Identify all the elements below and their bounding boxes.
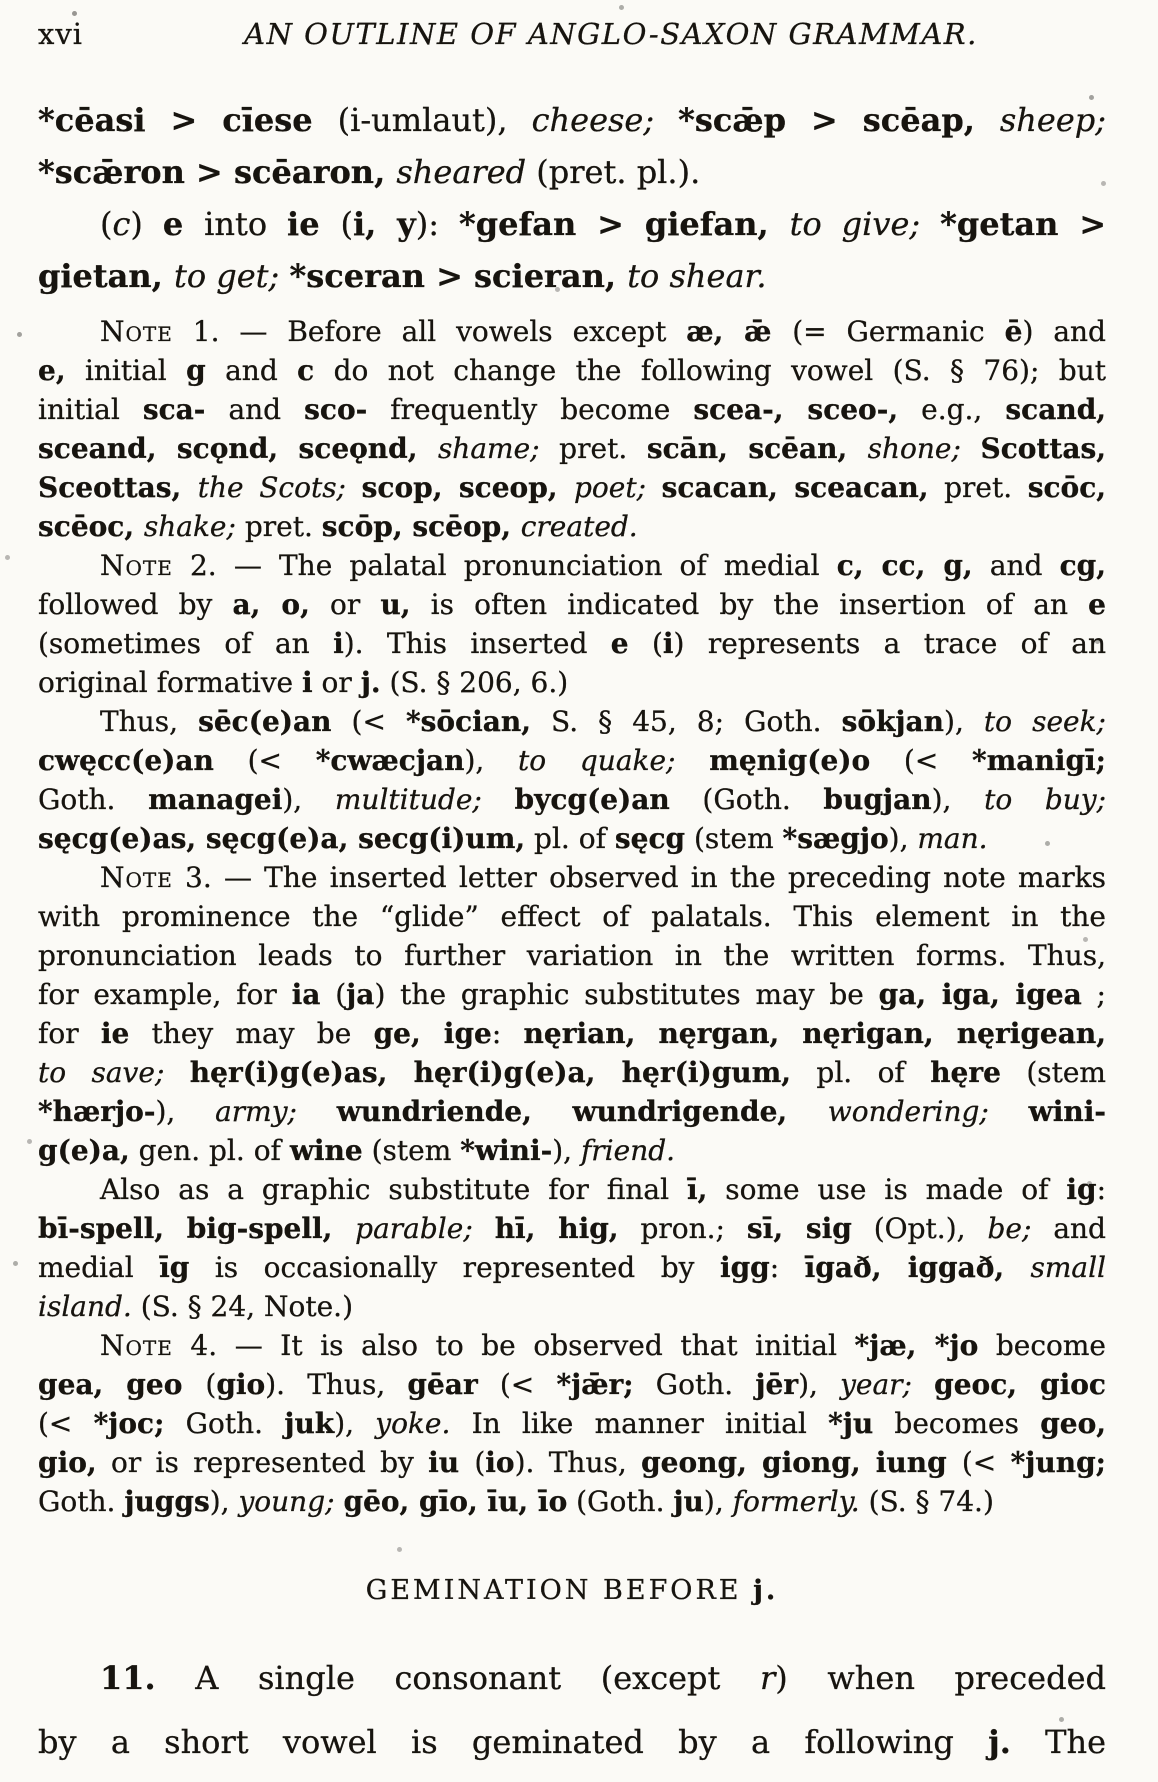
page-number: xvi bbox=[38, 17, 84, 51]
text-segment: ), bbox=[798, 1368, 841, 1401]
text-segment: for bbox=[38, 1017, 101, 1050]
text-segment: sceand, scǫnd, sceǫnd, bbox=[38, 432, 438, 465]
text-segment: Note bbox=[100, 549, 173, 582]
text-segment: iu bbox=[428, 1446, 475, 1479]
text-segment: e bbox=[162, 205, 205, 243]
text-segment: *jǣr; bbox=[556, 1368, 634, 1401]
text-segment: (S. § 24, Note.) bbox=[131, 1290, 353, 1323]
text-segment: Sceottas, bbox=[38, 471, 198, 504]
text-segment: hęr(i)g(e)as, hęr(i)g(e)a, hęr(i)gum, bbox=[189, 1056, 792, 1089]
text-segment: ; bbox=[1081, 978, 1106, 1011]
text-segment: ( bbox=[320, 978, 347, 1011]
text-segment: or is represented by bbox=[96, 1446, 429, 1479]
text-segment: *scǣron > scēaron, bbox=[38, 153, 397, 191]
text-segment: (< bbox=[38, 1407, 94, 1440]
note-3-also-paragraph bbox=[38, 1170, 1106, 1326]
text-segment: *cēasi > cīese bbox=[38, 101, 338, 139]
text-line bbox=[38, 858, 1106, 897]
text-segment: sī, sig bbox=[746, 1212, 852, 1245]
text-segment: i bbox=[333, 627, 344, 660]
text-segment: bī-spell, big-spell, bbox=[38, 1212, 356, 1245]
text-segment: become bbox=[978, 1329, 1107, 1362]
text-line bbox=[38, 741, 1106, 780]
text-segment: (< bbox=[477, 1368, 557, 1401]
text-segment: hī, hig, bbox=[494, 1212, 619, 1245]
text-segment: bycg(e)an bbox=[514, 783, 670, 816]
text-segment: In like manner initial bbox=[450, 1407, 829, 1440]
text-segment: (sometimes of an bbox=[38, 627, 334, 660]
text-segment: *scǣp > scēap, bbox=[678, 101, 1000, 139]
text-line bbox=[38, 1443, 1106, 1482]
text-segment: wondering; bbox=[827, 1095, 989, 1128]
text-segment: sęcg bbox=[614, 822, 686, 855]
text-segment: ) represents a trace of an bbox=[673, 627, 1107, 660]
text-line bbox=[38, 94, 1106, 146]
text-line bbox=[38, 1710, 1106, 1774]
text-segment: medial bbox=[38, 1251, 160, 1284]
text-segment: ), bbox=[703, 1485, 733, 1518]
text-segment: ga, iga, igea bbox=[878, 978, 1082, 1011]
text-segment: e bbox=[1088, 588, 1106, 621]
text-line bbox=[38, 1131, 1106, 1170]
text-segment: ia bbox=[291, 978, 321, 1011]
text-segment: pronunciation leads to further variation in the written forms. Thus, bbox=[38, 939, 1106, 972]
text-segment: multitude; bbox=[334, 783, 482, 816]
text-segment: ie bbox=[100, 1017, 130, 1050]
text-segment: nęrian, nęrgan, nęrigan, nęrigean, bbox=[523, 1017, 1106, 1050]
text-segment: ( bbox=[628, 627, 663, 660]
text-segment: (Goth. bbox=[669, 783, 824, 816]
text-segment: Thus, bbox=[100, 705, 199, 738]
text-segment: ). This inserted bbox=[343, 627, 611, 660]
text-segment: ja bbox=[346, 978, 375, 1011]
text-segment: (stem bbox=[1000, 1056, 1106, 1089]
text-segment: geo, bbox=[1040, 1407, 1107, 1440]
text-segment: or bbox=[312, 666, 361, 699]
text-segment: shake; bbox=[143, 510, 236, 543]
text-segment: 3. — The inserted letter observed in the preceding note marks bbox=[172, 861, 1106, 894]
text-segment: ). Thus, bbox=[514, 1446, 642, 1479]
text-line bbox=[38, 546, 1106, 585]
text-line bbox=[38, 897, 1106, 936]
text-segment: *jæ, *jo bbox=[854, 1329, 979, 1362]
text-segment: ), bbox=[282, 783, 335, 816]
text-segment: *wini- bbox=[460, 1134, 553, 1167]
notes-section bbox=[38, 312, 1106, 1521]
text-segment: (Goth. bbox=[567, 1485, 674, 1518]
text-segment: ) bbox=[130, 205, 163, 243]
text-segment: ) the graphic substitutes may be bbox=[374, 978, 879, 1011]
text-line bbox=[38, 468, 1106, 507]
text-line bbox=[38, 663, 1106, 702]
text-segment: ge, ige bbox=[373, 1017, 492, 1050]
text-segment bbox=[482, 783, 515, 816]
text-segment: to get; bbox=[173, 257, 290, 295]
text-segment: ). Thus, bbox=[265, 1368, 408, 1401]
text-segment: with prominence the “glide” effect of palatals. This element in the bbox=[38, 900, 1106, 933]
text-segment bbox=[961, 432, 981, 465]
text-segment: sheared bbox=[396, 153, 537, 191]
text-line bbox=[38, 1326, 1106, 1365]
text-segment bbox=[989, 1095, 1029, 1128]
text-segment: gea, geo bbox=[38, 1368, 206, 1401]
text-segment: æ, ǣ bbox=[686, 315, 793, 348]
text-line bbox=[38, 1248, 1106, 1287]
text-segment: ( bbox=[205, 1368, 217, 1401]
text-segment: army; bbox=[215, 1095, 297, 1128]
text-line bbox=[38, 1014, 1106, 1053]
text-segment: ), bbox=[552, 1134, 581, 1167]
text-segment: pret. bbox=[235, 510, 322, 543]
text-segment: (stem bbox=[362, 1134, 461, 1167]
text-segment: sōkjan bbox=[841, 705, 945, 738]
text-segment: e.g., bbox=[898, 393, 1006, 426]
text-segment: by a short vowel is geminated by a following bbox=[38, 1723, 989, 1761]
text-segment: sco- bbox=[304, 393, 368, 426]
text-segment: gio, bbox=[38, 1446, 97, 1479]
text-segment: c bbox=[112, 205, 131, 243]
text-segment bbox=[297, 1095, 337, 1128]
text-segment: sca- bbox=[142, 393, 206, 426]
text-segment: gio bbox=[216, 1368, 266, 1401]
text-segment: ), bbox=[464, 744, 519, 777]
text-segment: u, bbox=[380, 588, 411, 621]
text-segment: becomes bbox=[873, 1407, 1041, 1440]
text-segment: (Opt.), bbox=[851, 1212, 988, 1245]
text-line bbox=[38, 1209, 1106, 1248]
text-segment: Goth. bbox=[164, 1407, 285, 1440]
text-segment bbox=[675, 744, 709, 777]
text-segment: wine bbox=[289, 1134, 363, 1167]
text-segment: pret. bbox=[539, 432, 647, 465]
text-segment bbox=[473, 1212, 495, 1245]
text-segment: : bbox=[1096, 1173, 1106, 1206]
text-segment: do not change the following vowel (S. § 76); but bbox=[314, 354, 1106, 387]
text-segment: (< bbox=[213, 744, 316, 777]
text-segment: (i-umlaut), bbox=[337, 101, 532, 139]
text-segment: 11. bbox=[100, 1659, 156, 1697]
text-segment: Note bbox=[100, 1329, 173, 1362]
text-segment: męnig(e)o bbox=[709, 744, 871, 777]
text-line bbox=[38, 1482, 1106, 1521]
text-segment: *jung; bbox=[1010, 1446, 1106, 1479]
text-segment: small bbox=[1030, 1251, 1107, 1284]
text-segment: c bbox=[297, 354, 315, 387]
note-3 bbox=[38, 858, 1106, 1170]
text-segment: *gefan > giefan, bbox=[459, 205, 790, 243]
text-segment: young; bbox=[238, 1485, 335, 1518]
text-line bbox=[38, 390, 1106, 429]
text-segment: igg bbox=[719, 1251, 770, 1284]
text-segment: scān, scēan, bbox=[646, 432, 868, 465]
text-segment: ), bbox=[209, 1485, 239, 1518]
text-line bbox=[38, 507, 1106, 546]
text-segment: j. bbox=[988, 1723, 1011, 1761]
text-segment: to shear. bbox=[627, 257, 767, 295]
text-segment: gen. pl. of bbox=[129, 1134, 290, 1167]
text-segment: ( bbox=[340, 205, 353, 243]
text-segment: r bbox=[760, 1659, 776, 1697]
text-segment: created. bbox=[520, 510, 638, 543]
text-segment: scacan, sceacan, bbox=[661, 471, 929, 504]
text-segment: ), bbox=[944, 705, 984, 738]
text-segment: ju bbox=[673, 1485, 704, 1518]
text-segment: e bbox=[610, 627, 629, 660]
text-line bbox=[38, 819, 1106, 858]
text-segment: they may be bbox=[129, 1017, 374, 1050]
text-segment: is occasionally represented by bbox=[189, 1251, 720, 1284]
text-segment: to save; bbox=[38, 1056, 165, 1089]
text-segment: and bbox=[205, 354, 298, 387]
text-segment: īgað, iggað, bbox=[804, 1251, 1031, 1284]
text-segment: into bbox=[204, 205, 288, 243]
text-segment: to give; bbox=[789, 205, 941, 243]
text-segment: and bbox=[972, 549, 1060, 582]
text-segment: man. bbox=[917, 822, 988, 855]
text-segment: i bbox=[662, 627, 674, 660]
text-segment: gietan, bbox=[38, 257, 174, 295]
text-segment: g(e)a, bbox=[38, 1134, 130, 1167]
text-segment: A single consonant (except bbox=[155, 1659, 760, 1697]
text-segment: formerly. bbox=[732, 1485, 860, 1518]
text-segment: the Scots; bbox=[197, 471, 346, 504]
text-segment: Note bbox=[100, 861, 173, 894]
section-heading bbox=[38, 1575, 1106, 1606]
text-segment: *cwæcjan bbox=[315, 744, 465, 777]
text-segment: pron.; bbox=[618, 1212, 747, 1245]
text-segment: managei bbox=[148, 783, 283, 816]
text-segment: followed by bbox=[38, 588, 233, 621]
text-line bbox=[38, 351, 1106, 390]
text-segment: Goth. bbox=[633, 1368, 756, 1401]
text-segment: io bbox=[485, 1446, 515, 1479]
text-segment bbox=[646, 471, 662, 504]
text-segment: bugjan bbox=[823, 783, 932, 816]
text-segment: shame; bbox=[437, 432, 540, 465]
note-4 bbox=[38, 1326, 1106, 1521]
text-segment: 1. — Before all vowels except bbox=[172, 315, 687, 348]
page-body bbox=[38, 94, 1106, 1774]
text-segment: The bbox=[1010, 1723, 1107, 1761]
text-segment: initial bbox=[38, 393, 143, 426]
text-segment: be; bbox=[987, 1212, 1032, 1245]
text-segment: Goth. bbox=[38, 1485, 125, 1518]
text-segment: and bbox=[1031, 1212, 1106, 1245]
text-segment: frequently become bbox=[367, 393, 694, 426]
text-line bbox=[38, 1404, 1106, 1443]
text-segment: (< bbox=[870, 744, 973, 777]
text-segment: ( bbox=[474, 1446, 486, 1479]
text-line bbox=[38, 702, 1106, 741]
text-segment: gēar bbox=[407, 1368, 478, 1401]
text-segment: juk bbox=[284, 1407, 335, 1440]
text-line bbox=[38, 780, 1106, 819]
text-segment: ) and bbox=[1022, 315, 1106, 348]
note-1 bbox=[38, 312, 1106, 546]
text-segment: scand, bbox=[1005, 393, 1107, 426]
text-line bbox=[38, 250, 1106, 302]
text-segment: (< bbox=[331, 705, 406, 738]
text-segment: and bbox=[205, 393, 305, 426]
text-segment: gēo, gīo, īu, īo bbox=[343, 1485, 568, 1518]
text-segment: *sōcian, bbox=[405, 705, 531, 738]
text-segment: scop, sceop, bbox=[361, 471, 574, 504]
text-segment: *joc; bbox=[93, 1407, 165, 1440]
text-segment: scōp, scēop, bbox=[321, 510, 521, 543]
text-segment: hęre bbox=[930, 1056, 1001, 1089]
text-line bbox=[38, 146, 1106, 198]
text-segment: cheese; bbox=[531, 101, 679, 139]
text-line bbox=[38, 1646, 1106, 1710]
text-segment: some use is made of bbox=[707, 1173, 1067, 1206]
text-segment: e, bbox=[38, 354, 66, 387]
text-segment: *manigī; bbox=[972, 744, 1106, 777]
text-segment: pl. of bbox=[525, 822, 615, 855]
text-segment: sēc(e)an bbox=[198, 705, 332, 738]
text-segment: (< bbox=[961, 1446, 1011, 1479]
text-segment: 2. — The palatal pronunciation of medial bbox=[172, 549, 837, 582]
text-segment: ), bbox=[888, 822, 918, 855]
text-segment: a, o, bbox=[232, 588, 310, 621]
text-segment: i, y bbox=[352, 205, 416, 243]
text-segment: ie bbox=[287, 205, 341, 243]
text-segment: (pret. pl.). bbox=[536, 153, 701, 191]
text-segment: ), bbox=[334, 1407, 376, 1440]
text-line bbox=[38, 975, 1106, 1014]
text-segment: j. bbox=[753, 1575, 779, 1606]
text-segment: ē bbox=[1004, 315, 1023, 348]
text-segment: for example, for bbox=[38, 978, 292, 1011]
text-segment: ) when preceded bbox=[775, 1659, 1107, 1697]
text-segment: sheep; bbox=[999, 101, 1107, 139]
text-line bbox=[38, 1092, 1106, 1131]
text-segment: ig bbox=[1066, 1173, 1097, 1206]
text-line bbox=[38, 936, 1106, 975]
text-line bbox=[38, 1365, 1106, 1404]
text-segment: Scottas, bbox=[980, 432, 1106, 465]
text-line bbox=[38, 585, 1106, 624]
text-segment: to quake; bbox=[518, 744, 676, 777]
text-segment: to seek; bbox=[983, 705, 1106, 738]
text-line bbox=[38, 1170, 1106, 1209]
text-segment: scea-, sceo-, bbox=[693, 393, 899, 426]
text-segment: shone; bbox=[867, 432, 961, 465]
text-line bbox=[38, 198, 1106, 250]
text-segment: yoke. bbox=[375, 1407, 451, 1440]
text-segment: g bbox=[186, 354, 206, 387]
text-segment: (S. § 74.) bbox=[859, 1485, 994, 1518]
text-segment: cg, bbox=[1059, 549, 1106, 582]
text-segment: cwęcc(e)an bbox=[38, 744, 214, 777]
text-segment: (stem bbox=[685, 822, 783, 855]
text-segment: juggs bbox=[124, 1485, 210, 1518]
text-segment: friend. bbox=[580, 1134, 676, 1167]
text-segment: geong, giong, iung bbox=[641, 1446, 962, 1479]
text-segment: year; bbox=[840, 1368, 912, 1401]
running-title: AN OUTLINE OF ANGLO-SAXON GRAMMAR. bbox=[244, 17, 978, 51]
text-line bbox=[38, 429, 1106, 468]
scan-speckles bbox=[0, 0, 3, 3]
text-segment: (S. § 206, 6.) bbox=[380, 666, 569, 699]
text-segment: c, cc, g, bbox=[836, 549, 973, 582]
paragraph-e-into-ie bbox=[38, 198, 1106, 302]
text-segment: : bbox=[491, 1017, 524, 1050]
text-segment: scēoc, bbox=[38, 510, 144, 543]
text-segment: ), bbox=[931, 783, 985, 816]
note-2-thus-paragraph bbox=[38, 702, 1106, 858]
text-segment: i bbox=[302, 666, 313, 699]
text-segment: ī, bbox=[686, 1173, 708, 1206]
paragraph-11 bbox=[38, 1646, 1106, 1774]
text-segment: or bbox=[309, 588, 381, 621]
text-segment: pret. bbox=[928, 471, 1028, 504]
text-segment: (= Germanic bbox=[792, 315, 1005, 348]
text-segment: GEMINATION BEFORE bbox=[365, 1575, 754, 1606]
text-segment: *getan > bbox=[940, 205, 1107, 243]
text-line bbox=[38, 1053, 1106, 1092]
text-line bbox=[38, 312, 1106, 351]
text-segment: ), bbox=[155, 1095, 216, 1128]
text-segment: initial bbox=[65, 354, 187, 387]
text-segment bbox=[164, 1056, 189, 1089]
text-segment: to buy; bbox=[984, 783, 1107, 816]
text-segment: : bbox=[769, 1251, 805, 1284]
text-segment: island. bbox=[38, 1290, 132, 1323]
text-segment: S. § 45, 8; Goth. bbox=[531, 705, 842, 738]
text-segment: wini- bbox=[1028, 1095, 1106, 1128]
text-segment: Also as a graphic substitute for final bbox=[100, 1173, 687, 1206]
text-segment: īg bbox=[159, 1251, 190, 1284]
text-segment bbox=[346, 471, 362, 504]
text-segment: *ju bbox=[828, 1407, 874, 1440]
paragraph-umlaut-examples bbox=[38, 94, 1106, 198]
text-segment: poet; bbox=[574, 471, 647, 504]
text-segment: sęcg(e)as, sęcg(e)a, secg(i)um, bbox=[38, 822, 526, 855]
text-segment: is often indicated by the insertion of an bbox=[410, 588, 1089, 621]
page-header bbox=[38, 14, 1106, 54]
text-segment: jēr bbox=[755, 1368, 799, 1401]
text-segment: Goth. bbox=[38, 783, 149, 816]
note-2 bbox=[38, 546, 1106, 702]
text-segment: ( bbox=[100, 205, 113, 243]
text-line bbox=[38, 1287, 1106, 1326]
text-segment: scōc, bbox=[1027, 471, 1107, 504]
text-line bbox=[38, 624, 1106, 663]
text-segment: parable; bbox=[355, 1212, 473, 1245]
text-segment: Note bbox=[100, 315, 173, 348]
text-segment: *sægjo bbox=[782, 822, 889, 855]
text-segment: ): bbox=[415, 205, 459, 243]
text-segment: j. bbox=[360, 666, 381, 699]
text-segment: *sceran > scieran, bbox=[289, 257, 628, 295]
text-segment: 4. — It is also to be observed that initial bbox=[172, 1329, 855, 1362]
text-segment: wundriende, wundrigende, bbox=[336, 1095, 828, 1128]
text-segment: *hærjo- bbox=[38, 1095, 156, 1128]
text-segment bbox=[912, 1368, 934, 1401]
text-segment: original formative bbox=[38, 666, 303, 699]
text-segment: pl. of bbox=[791, 1056, 931, 1089]
text-segment: geoc, gioc bbox=[934, 1368, 1106, 1401]
